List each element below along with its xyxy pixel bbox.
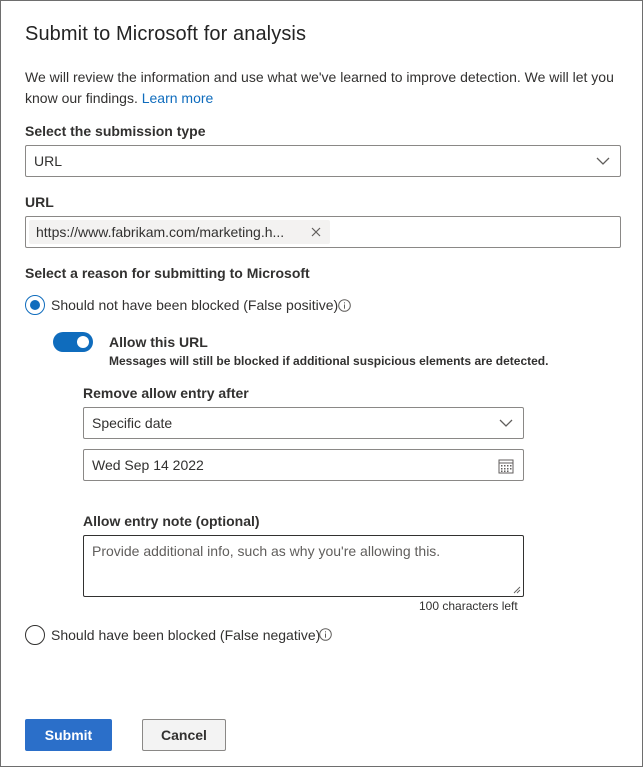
false-positive-label[interactable]: Should not have been blocked (False positive) (51, 297, 339, 313)
note-placeholder: Provide additional info, such as why you're allowing this. (92, 543, 441, 559)
info-icon[interactable] (338, 299, 351, 312)
reason-label: Select a reason for submitting to Microsoft (25, 265, 310, 281)
allow-url-subtitle: Messages will still be blocked if additional suspicious elements are detected. (109, 354, 549, 368)
note-label: Allow entry note (optional) (83, 513, 260, 529)
submission-type-label: Select the submission type (25, 123, 206, 139)
url-tag (29, 220, 330, 244)
dialog-title: Submit to Microsoft for analysis (25, 23, 307, 45)
note-textarea[interactable] (83, 535, 524, 597)
date-picker[interactable] (83, 449, 524, 481)
false-positive-radio[interactable] (25, 295, 45, 315)
url-label: URL (25, 194, 54, 210)
submission-type-value: URL (34, 153, 63, 169)
info-icon[interactable] (319, 628, 332, 641)
date-value: Wed Sep 14 2022 (92, 457, 204, 473)
chevron-down-icon (596, 156, 610, 166)
submit-button[interactable]: Submit (25, 719, 112, 751)
allow-url-toggle[interactable] (53, 332, 93, 352)
remove-after-dropdown[interactable] (83, 407, 524, 439)
description-text: We will review the information and use what we've learned to improve detection. We will let you know our findings. (25, 69, 614, 106)
cancel-button[interactable]: Cancel (142, 719, 226, 751)
false-negative-label[interactable]: Should have been blocked (False negative) (51, 627, 321, 643)
close-icon[interactable] (310, 226, 322, 238)
allow-url-title: Allow this URL (109, 334, 208, 350)
note-counter: 100 characters left (419, 599, 518, 613)
remove-after-value: Specific date (92, 415, 173, 431)
learn-more-link[interactable]: Learn more (141, 90, 214, 106)
resize-grip-icon[interactable] (513, 586, 521, 594)
url-input[interactable] (25, 216, 621, 248)
dialog-description (25, 67, 625, 109)
chevron-down-icon (499, 418, 513, 428)
false-negative-radio[interactable] (25, 625, 45, 645)
submission-type-dropdown[interactable] (25, 145, 621, 177)
calendar-icon[interactable] (498, 458, 514, 474)
url-tag-text: https://www.fabrikam.com/marketing.h... (36, 224, 285, 240)
remove-after-label: Remove allow entry after (83, 385, 249, 401)
